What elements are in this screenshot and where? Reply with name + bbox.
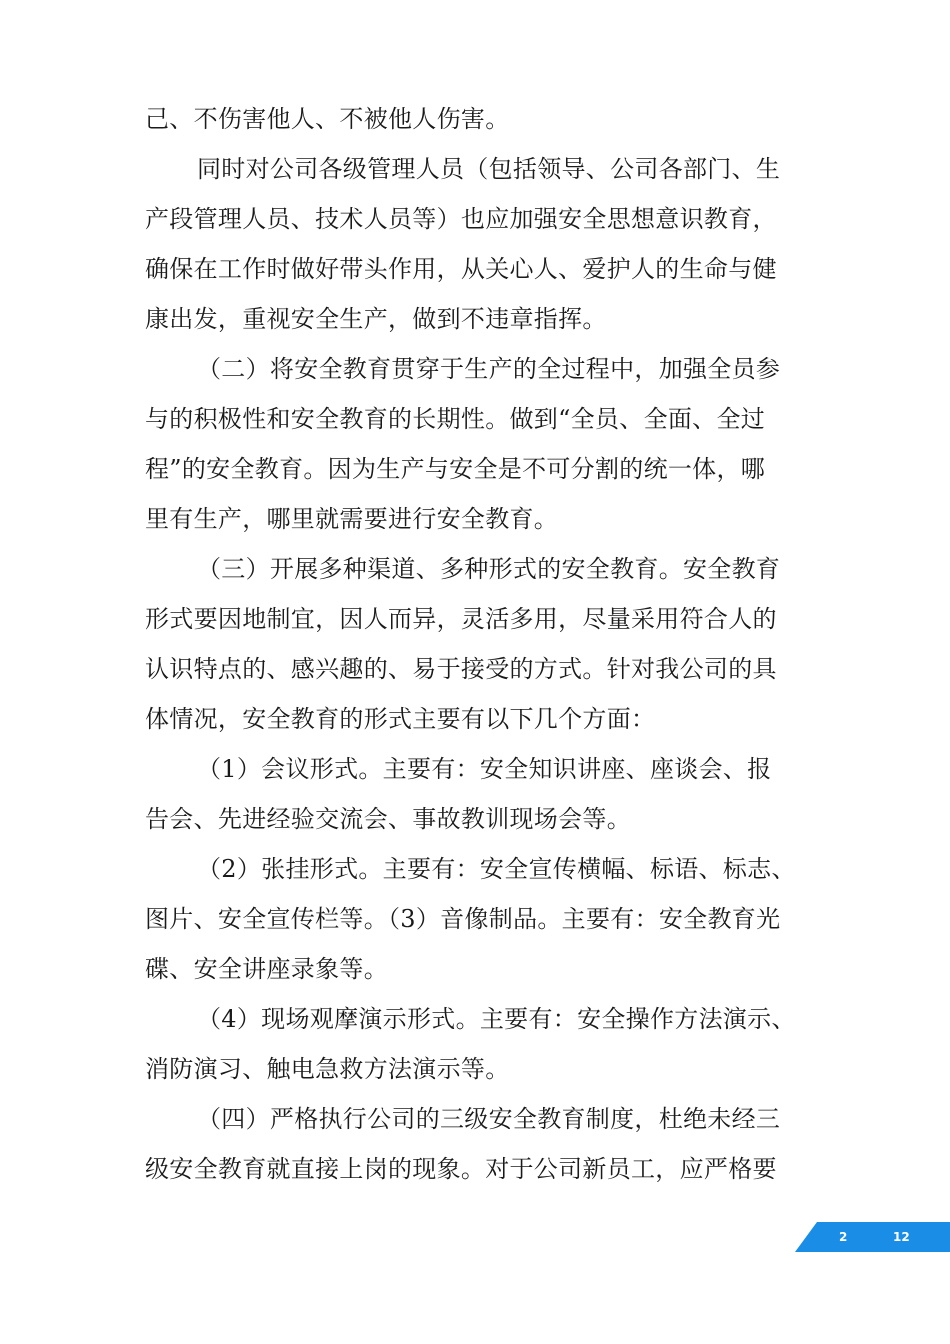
text-line: 消防演习、触电急救方法演示等。 (145, 1055, 510, 1083)
text-line: （1）会议形式。主要有：安全知识讲座、座谈会、报 (197, 755, 772, 783)
text-line: 图片、安全宣传栏等。（3）音像制品。主要有：安全教育光 (145, 905, 781, 933)
text-line: 级安全教育就直接上岗的现象。对于公司新员工，应严格要 (145, 1155, 777, 1183)
page-footer (795, 1222, 950, 1252)
text-line: 确保在工作时做好带头作用，从关心人、爱护人的生命与健 (145, 255, 777, 283)
text-line: （2）张挂形式。主要有：安全宣传横幅、标语、标志、 (197, 855, 796, 883)
text-line: 形式要因地制宜，因人而异，灵活多用，尽量采用符合人的 (145, 605, 777, 633)
document-body (145, 94, 810, 1194)
text-line: （二）将安全教育贯穿于生产的全过程中，加强全员参 (197, 355, 781, 383)
text-line: 与的积极性和安全教育的长期性。做到“全员、全面、全过 (145, 405, 766, 433)
current-page-number: 2 (839, 1230, 848, 1244)
text-line: 康出发，重视安全生产，做到不违章指挥。 (145, 305, 607, 333)
text-line: 程”的安全教育。因为生产与安全是不可分割的统一体，哪 (145, 455, 766, 483)
text-line: 碟、安全讲座录象等。 (145, 955, 388, 983)
text-line: 告会、先进经验交流会、事故教训现场会等。 (145, 805, 631, 833)
total-page-count: 12 (893, 1230, 910, 1244)
text-line: 里有生产，哪里就需要进行安全教育。 (145, 505, 559, 533)
footer-accent-banner (795, 1222, 950, 1252)
text-line: 己、不伤害他人、不被他人伤害。 (145, 105, 510, 133)
text-line: 认识特点的、感兴趣的、易于接受的方式。针对我公司的具 (145, 655, 777, 683)
text-line: 同时对公司各级管理人员（包括领导、公司各部门、生 (197, 155, 781, 183)
text-line: （三）开展多种渠道、多种形式的安全教育。安全教育 (197, 555, 781, 583)
text-line: （四）严格执行公司的三级安全教育制度，杜绝未经三 (197, 1105, 781, 1133)
text-line: 产段管理人员、技术人员等）也应加强安全思想意识教育， (145, 205, 777, 233)
text-line: 体情况，安全教育的形式主要有以下几个方面： (145, 705, 656, 733)
text-line: （4）现场观摩演示形式。主要有：安全操作方法演示、 (197, 1005, 796, 1033)
